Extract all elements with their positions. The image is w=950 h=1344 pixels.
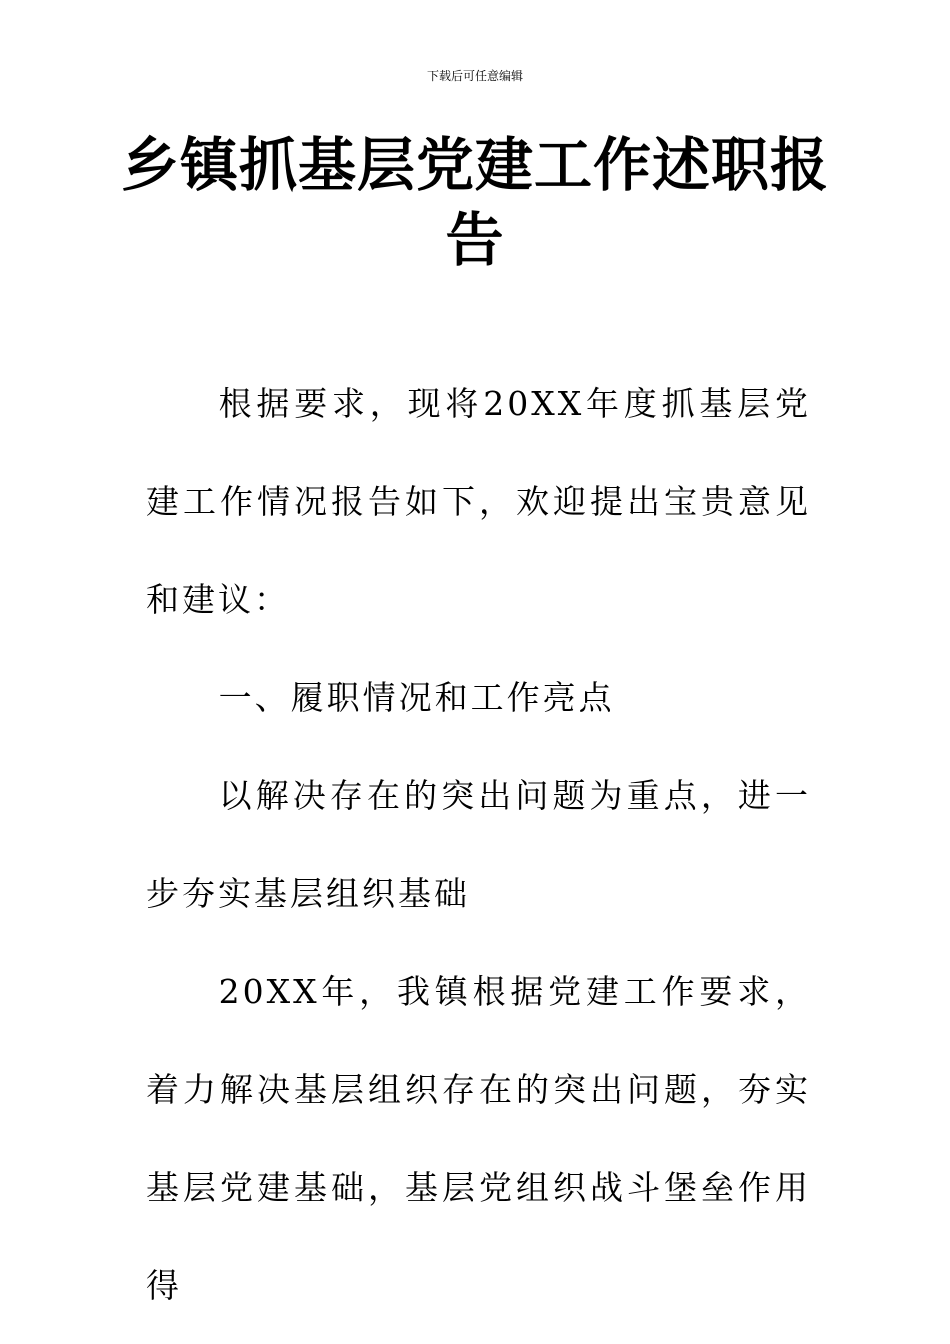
paragraph-intro: 根据要求，现将20XX年度抓基层党建工作情况报告如下，欢迎提出宝贵意见和建议： xyxy=(146,384,811,619)
header-note: 下载后可任意编辑 xyxy=(426,69,523,83)
document-title: 乡镇抓基层党建工作述职报告 xyxy=(120,131,829,274)
document-body xyxy=(146,355,811,1335)
subsection-heading: 以解决存在的突出问题为重点，进一步夯实基层组织基础 xyxy=(146,776,811,913)
paragraph-body: 20XX年，我镇根据党建工作要求，着力解决基层组织存在的突出问题，夯实基层党建基础，基层党组织战斗堡垒作用得 xyxy=(146,972,811,1305)
section-heading: 一、履职情况和工作亮点 xyxy=(218,678,615,717)
